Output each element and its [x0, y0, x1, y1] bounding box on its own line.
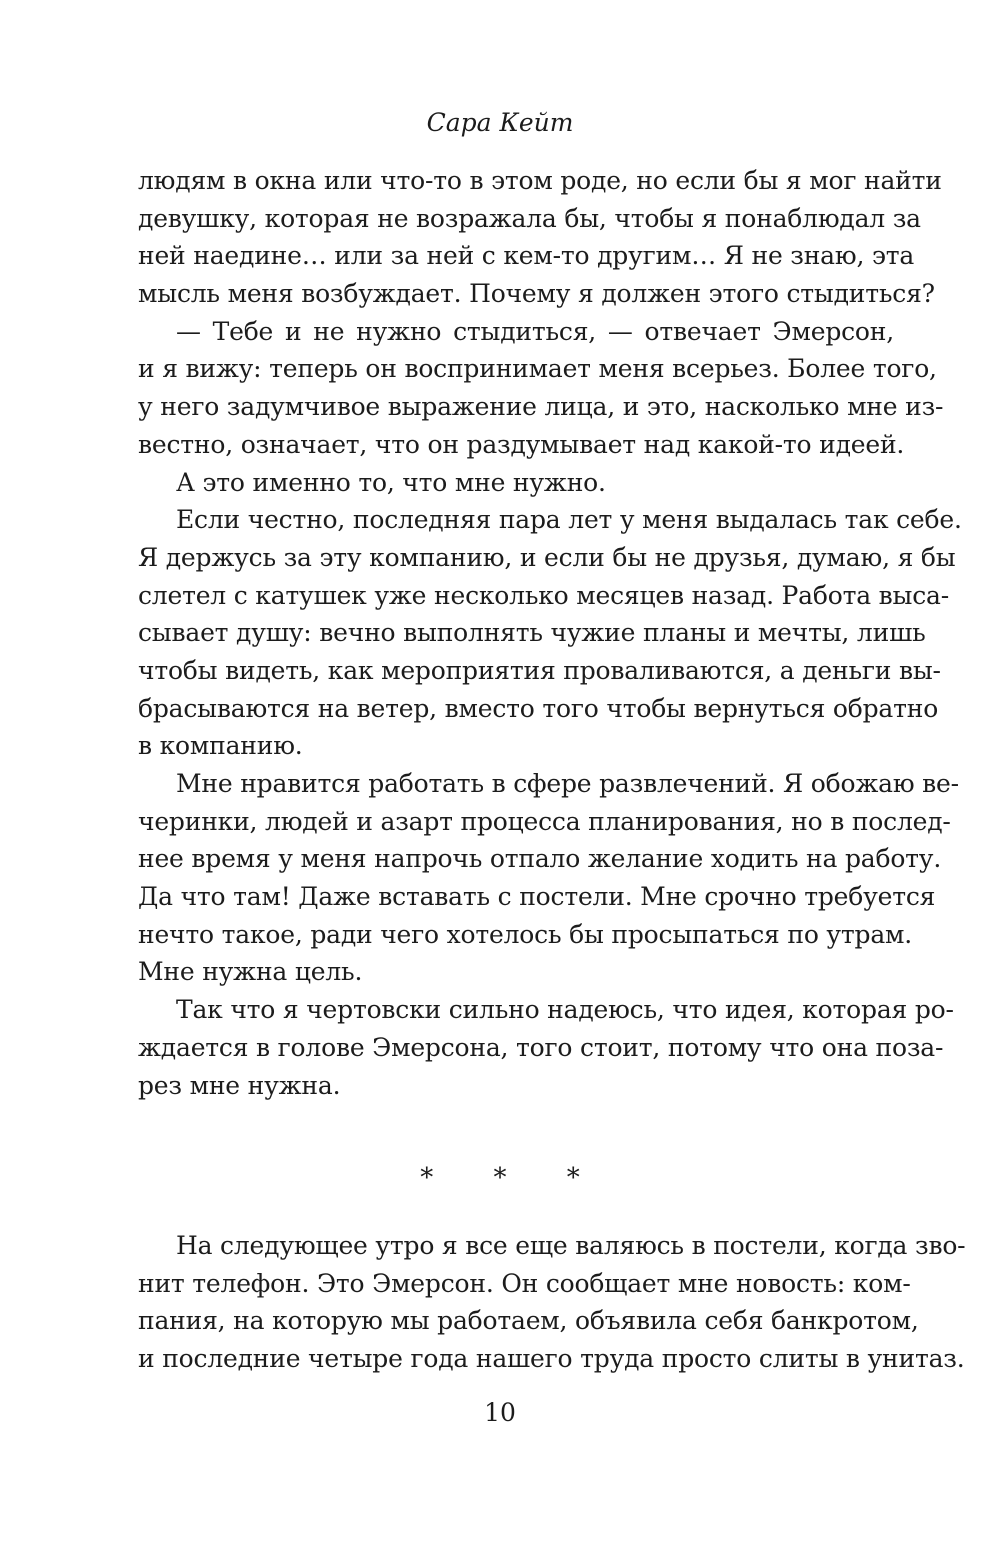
text-line: в компанию.: [138, 731, 303, 761]
text-line: нее время у меня напрочь отпало желание ходить на работу.: [138, 844, 942, 874]
text-line: Так что я чертовски сильно надеюсь, что идея, которая ро-: [176, 995, 954, 1025]
text-line: людям в окна или что-то в этом роде, но если бы я мог найти: [138, 166, 942, 195]
text-line: нит телефон. Это Эмерсон. Он сообщает мне новость: ком-: [138, 1268, 911, 1298]
text-line: Мне нравится работать в сфере развлечений. Я обожаю ве-: [176, 769, 959, 798]
text-line: Да что там! Даже вставать с постели. Мне срочно требуется: [138, 882, 936, 912]
text-line: ней наедине… или за ней с кем-то другим… Я не знаю, эта: [138, 241, 915, 271]
text-line: А это именно то, что мне нужно.: [176, 467, 606, 497]
text-line: сывает душу: вечно выполнять чужие планы и мечты, лишь: [138, 618, 926, 648]
text-line: черинки, людей и азарт процесса планирования, но в послед-: [138, 806, 951, 836]
text-line: вестно, означает, что он раздумывает над какой-то идеей.: [138, 429, 905, 459]
text-line: пания, на которую мы работаем, объявила себя банкротом,: [138, 1306, 919, 1336]
text-line: брасываются на ветер, вместо того чтобы вернуться обратно: [138, 693, 939, 723]
text-line: Я держусь за эту компанию, и если бы не друзья, думаю, я бы: [138, 542, 956, 572]
running-head: Сара Кейт: [426, 108, 574, 137]
body-text-section-1: [138, 162, 962, 1104]
text-line: и последние четыре года нашего труда просто слиты в унитаз.: [138, 1344, 965, 1374]
text-line: у него задумчивое выражение лица, и это, насколько мне из-: [138, 392, 944, 422]
text-line: ждается в голове Эмерсона, того стоит, потому что она поза-: [138, 1032, 944, 1062]
text-line: мысль меня возбуждает. Почему я должен этого стыдиться?: [138, 279, 935, 309]
page-number: 10: [484, 1398, 516, 1427]
section-separator: * * *: [420, 1163, 606, 1193]
text-line: нечто такое, ради чего хотелось бы просыпаться по утрам.: [138, 919, 913, 949]
text-line: девушку, которая не возражала бы, чтобы я понаблюдал за: [138, 203, 921, 233]
body-text-section-2: [138, 1227, 966, 1378]
text-line: и я вижу: теперь он воспринимает меня всерьез. Более того,: [138, 354, 937, 384]
text-line: Если честно, последняя пара лет у меня выдалась так себе.: [176, 505, 962, 535]
text-line: На следующее утро я все еще валяюсь в постели, когда зво-: [176, 1231, 966, 1260]
text-line: чтобы видеть, как мероприятия проваливаются, а деньги вы-: [138, 655, 941, 685]
text-line: — Тебе и не нужно стыдиться, — отвечает Эмерсон,: [176, 316, 894, 346]
text-line: Мне нужна цель.: [138, 957, 363, 987]
text-line: рез мне нужна.: [138, 1070, 341, 1100]
text-line: слетел с катушек уже несколько месяцев назад. Работа выса-: [138, 580, 949, 610]
